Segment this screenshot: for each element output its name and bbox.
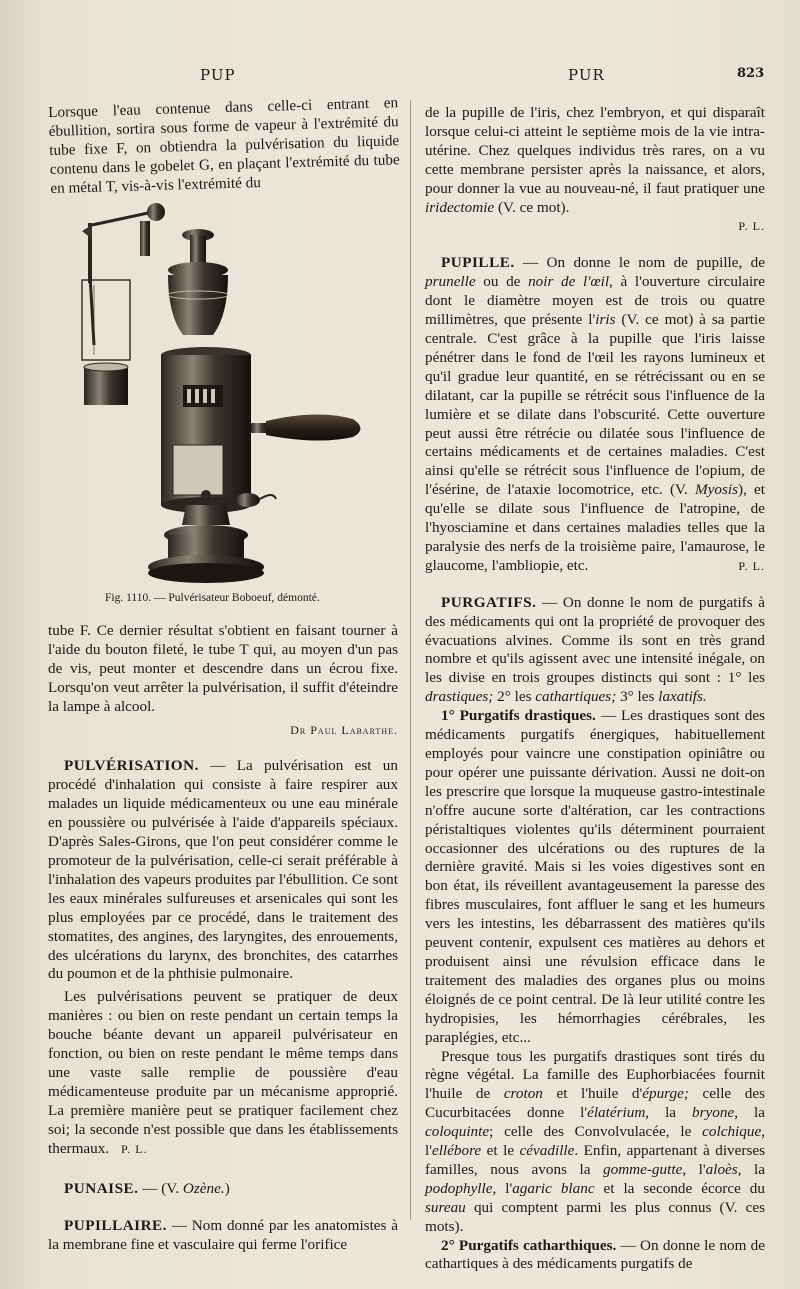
- pupille-text-d: (V. ce mot) à sa partie centrale. C'est grâce à la pupille que l'iris laisse pénétrer dans le fond de l'œil les rayons lumineux et qu'il gradue leur quantité, en se rétrécissant ou en se dilatant, car la pupille se rétrécit sous l'influence de la lumière et se dilate dans l'obscurité. Cette ouverture peut aussi être rétrécie ou dilatée sous l'influence de certains médicaments et de certaines maladies. C'est ainsi qu'elle se rétrécit sous l'influence de l'opium, de l'ésérine, de l'ataxie locomotrice, etc. (V.: [425, 311, 765, 499]
- pulverisation-text: — La pulvérisation est un procédé d'inhalation qui consiste à faire respirer aux malades un liquide médicamenteux ou une eau minérale en poussière ou pulvérisée à l'aide d'appareils spéciaux. D'après Sales-Girons, que l'on peut considérer comme le promoteur de la pulvérisation, celle-ci serait préférable à l'inhalation des vapeurs produites par l'ébullition. Ce sont les eaux minérales sulfureuses et arsenicales qui sont les plus employées par ce procédé, dans le traitement des stomatites, des angines, des laryngites, des enrouements, des ulcérations du larynx, des bronchites, des catarrhes du poumon et de la phthisie pulmonaire.: [48, 757, 398, 983]
- text-run: gomme-gutte: [603, 1160, 683, 1178]
- section-cathartiques: [425, 1237, 765, 1275]
- pulverisation-text-2: Les pulvérisations peuvent se pratiquer de deux manières : ou bien on reste pendant un certain temps la bouche béante devant un appareil pulvérisateur en fonction, ou bien on reste pendant le même temps dans une vaste salle remplie de poussière d'eau médicamenteuse produite par un mécanisme approprié. La première manière peut se pratiquer facilement chez soi; la seconde n'est possible que dans les établissements thermaux.: [48, 988, 398, 1157]
- punaise-end: ): [224, 1180, 230, 1198]
- purgatifs-term-drastiques: drastiques;: [425, 688, 494, 706]
- text-run: et l'huile d': [542, 1085, 643, 1103]
- pupillaire-cont-text: de la pupille de l'iris, chez l'embryon, et qui disparaît lorsque celui-ci atteint le septième mois de la vie intra-utérine. Chez quelques individus très rares, on a vu cette membrane persister après la naissance, et alors, pour donner la vue au nouveau-né, il faut pratiquer une: [425, 104, 765, 197]
- text-run: et la seconde écorce du: [594, 1179, 765, 1197]
- pulverisation-signature: P. L.: [120, 1141, 148, 1156]
- pupille-text-a: — On donne le nom de pupille, de: [514, 254, 765, 272]
- drastiques-text: — Les drastiques sont des médicaments purgatifs énergiques, habituellement employés pour vaincre une constipation opiniâtre ou pour opérer une puissante dérivation. Aussi ne doit-on les prescrire que lorsque la muqueuse gastro-intestinale n'offre aucune sorte d'altération, car les contractions péristaltiques violentes qu'ils déterminent pourraient occasionner des ulcérations ou des ruptures de la dernière gravité. Mais si les voies digestives sont en bon état, ils réveillent avantageusement la paresse des fibres musculaires, font affluer le sang et les humeurs vers les intestins, les débarrassent des matières qu'ils peuvent contenir, expulsent ces matières au dehors et produisent ainsi une révulsion efficace dans le traitement des maladies des organes plus ou moins éloignés de ce point central. De là leur utilité contre les hydropisies, les hémorrhagies cérébrales, les paraplégies, etc...: [425, 707, 766, 1046]
- signature-text: Dr Paul Labarthe.: [290, 722, 398, 737]
- headword-pulverisation: PULVÉRISATION.: [64, 757, 199, 775]
- subhead-drastiques: 1° Purgatifs drastiques.: [441, 707, 596, 725]
- column-divider: [410, 100, 411, 1220]
- text-run: , la: [737, 1160, 765, 1178]
- boiler-cap: [168, 229, 228, 335]
- punaise-text: — (V.: [138, 1180, 183, 1198]
- pupille-text-e: ), et qu'elle se dilate sous l'influence de l'atropine, de l'hyosciamine et dans certaines maladies telles que la paralysie des nerfs de la troisième paire, l'amaurose, le glaucome, l'ambliopie, etc.: [425, 481, 765, 574]
- pupille-term-iris: iris: [595, 311, 616, 329]
- headword-purgatifs: PURGATIFS.: [441, 593, 537, 611]
- right-column: [425, 104, 765, 1274]
- headword-pupillaire: PUPILLAIRE.: [64, 1217, 167, 1235]
- figure-caption: Fig. 1110. — Pulvérisateur Boboeuf, démonté.: [105, 592, 320, 604]
- text-run: celle des Cucurbitacées donne l': [425, 1085, 765, 1122]
- header-center: PUR: [568, 66, 605, 84]
- headword-punaise: PUNAISE.: [64, 1180, 139, 1198]
- pupille-term-prunelle: prunelle: [425, 273, 476, 291]
- left-column-top: [48, 94, 400, 199]
- pupille-term-noir: noir de l'œil: [528, 273, 610, 291]
- iridectomie-ref: iridectomie: [425, 198, 495, 216]
- pupille-term-myosis: Myosis: [694, 481, 739, 499]
- pupille-text-b: ou de: [475, 273, 529, 291]
- entry-pupille: [425, 254, 765, 575]
- glass-beaker: [82, 275, 130, 405]
- description-continued: tube F. Ce dernier résultat s'obtient en faisant tourner à l'aide du bouton fileté, le tube T qui, au moyen d'un pas de vis, peut monter et descendre dans un écrou fixe. Lorsqu'on veut arrêter la pulvérisation, il suffit d'éteindre la lampe à alcool.: [48, 622, 398, 715]
- drastiques-paragraph-2: [425, 1048, 765, 1237]
- left-column-body: [48, 622, 398, 1255]
- pupillaire-cont-end: (V. ce mot).: [494, 198, 570, 216]
- text-run: ellébore: [431, 1142, 482, 1160]
- atomizer-arm: [82, 203, 165, 283]
- intro-paragraph: Lorsque l'eau contenue dans celle-ci entrant en ébullition, sortira sous forme de vapeur à l'extrémité du tube fixe F, on obtiendra la pulvérisation du liquide contenu dans le gobelet G, en plaçant l'extrémité du tube en métal T, vis-à-vis l'extrémité du: [48, 94, 400, 197]
- text-run: , la: [645, 1104, 693, 1122]
- wooden-handle: [251, 414, 361, 440]
- text-run: cévadille: [519, 1142, 575, 1160]
- apparatus-engraving: [78, 195, 378, 595]
- purgatifs-term-cathartiques: cathartiques;: [535, 688, 617, 706]
- text-run: et le: [481, 1142, 520, 1160]
- page-number: 823: [737, 66, 765, 81]
- text-run: , l': [492, 1179, 513, 1197]
- running-header: [0, 66, 800, 86]
- text-run: qui comptent parmi les plus connus (V. ces mots).: [425, 1198, 765, 1235]
- header-left: PUP: [200, 66, 236, 84]
- lamp-cylinder: [161, 347, 251, 513]
- purgatifs-text-b: 2° les: [493, 688, 536, 706]
- text-run: bryone: [692, 1104, 735, 1122]
- entry-purgatifs: [425, 594, 765, 707]
- pupille-signature: P. L.: [738, 558, 765, 573]
- entry-pupillaire: [48, 1217, 398, 1255]
- text-run: , l': [425, 1123, 765, 1160]
- pupillaire-continued: [425, 104, 765, 217]
- text-run: , la: [734, 1104, 765, 1122]
- headword-pupille: PUPILLE.: [441, 254, 515, 272]
- pulverisation-paragraph-2: [48, 988, 398, 1158]
- pupille-text-c: , à l'ouverture circulaire dont le diamètre moyen est de trois ou quatre millimètres, que présente l': [425, 273, 765, 329]
- author-signature: [48, 721, 398, 740]
- text-run: ; celle des Convolvulacée, le: [489, 1123, 703, 1141]
- purgatifs-term-laxatifs: laxatifs.: [658, 688, 707, 706]
- text-run: , l': [682, 1160, 706, 1178]
- entry-pulverisation: [48, 757, 398, 984]
- text-run: élatérium: [587, 1104, 646, 1122]
- purgatifs-text-a: — On donne le nom de purgatifs à des médicaments qui ont la propriété de provoquer des évacuations alvines. Comme ils sont en très grand nombre et qu'ils agissent avec une intensité inégale, on les divise en trois groupes distincts qui sont : 1° les: [425, 593, 765, 687]
- text-run: épurge;: [642, 1085, 689, 1103]
- pulverisateur-illustration: [78, 195, 378, 595]
- entry-punaise: [48, 1180, 398, 1199]
- pupillaire-text: — Nom donné par les anatomistes à la membrane fine et vasculaire qui ferme l'orifice: [48, 1217, 398, 1254]
- section-drastiques: [425, 707, 765, 1047]
- text-run: croton: [503, 1085, 543, 1103]
- pupillaire-signature: P. L.: [738, 219, 765, 234]
- text-run: aloès: [705, 1160, 738, 1178]
- text-run: sureau: [425, 1198, 466, 1216]
- text-run: coloquinte: [425, 1123, 490, 1141]
- subhead-cathartiques: 2° Purgatifs catharthiques.: [441, 1236, 617, 1254]
- cathartiques-text: — On donne le nom de cathartiques à des médicaments purgatifs de: [425, 1236, 765, 1273]
- text-run: colchique: [702, 1123, 762, 1141]
- text-run: Presque tous les purgatifs drastiques sont tirés du règne végétal. La famille des Euphorbiacées fournit l'huile de: [425, 1047, 765, 1103]
- wick-cap: [236, 493, 276, 507]
- text-run: agaric blanc: [512, 1179, 595, 1197]
- text-run: . Enfin, appartenant à diverses familles, nous avons la: [425, 1142, 766, 1178]
- text-run: podophylle: [425, 1179, 493, 1197]
- punaise-crossref: Ozène.: [182, 1180, 225, 1198]
- purgatifs-text-c: 3° les: [616, 688, 659, 706]
